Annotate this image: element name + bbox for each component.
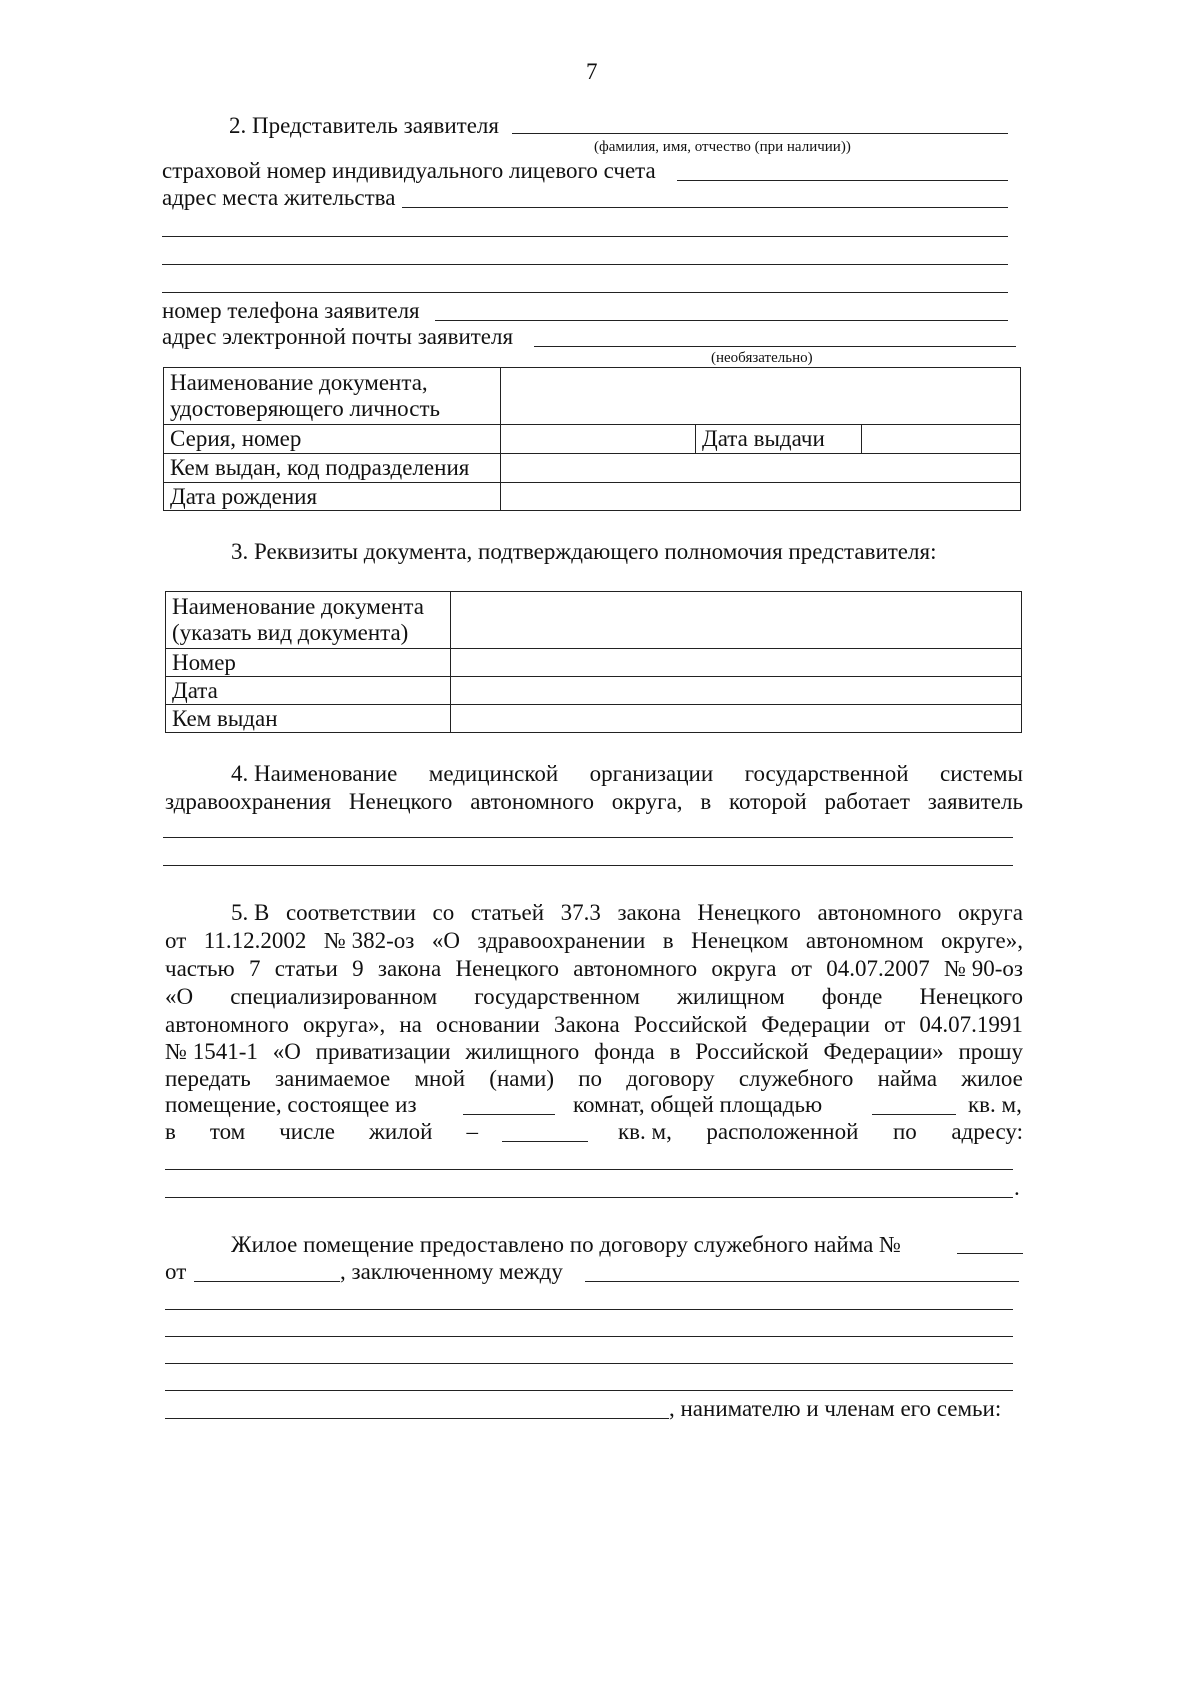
address-line-3[interactable]	[162, 264, 1008, 265]
word: Ненецкого	[919, 984, 1023, 1009]
word: жилое	[961, 1066, 1023, 1091]
word: автономного	[573, 956, 698, 981]
table-row	[164, 483, 1021, 511]
word: Закона	[553, 1012, 620, 1037]
word: передать	[165, 1066, 251, 1091]
word: 04.07.2007	[826, 956, 930, 981]
word: том	[209, 1119, 246, 1144]
section5-line2	[165, 927, 1023, 954]
contract-parties-line-3[interactable]	[165, 1336, 1013, 1337]
word: закона	[617, 900, 681, 925]
word: кв. м,	[618, 1119, 672, 1144]
page-number: 7	[586, 59, 598, 84]
word: Ненецкого	[455, 956, 559, 981]
word: работает	[824, 789, 910, 814]
email-line[interactable]	[534, 346, 1016, 347]
auth-issued-by-label: Кем выдан	[166, 705, 451, 733]
identity-doc-table	[163, 367, 1021, 511]
birth-date-label: Дата рождения	[164, 483, 501, 511]
table-row	[164, 425, 1021, 454]
word: здравоохранения	[165, 789, 332, 814]
address-line-1[interactable]	[402, 207, 1008, 208]
med-org-line-2[interactable]	[163, 865, 1013, 866]
authority-doc-table	[165, 591, 1022, 733]
word: закона	[377, 956, 442, 981]
section5-line1	[231, 899, 1023, 926]
series-number-value[interactable]	[501, 425, 696, 454]
word: автономном	[805, 928, 924, 953]
word: государственной	[744, 761, 909, 786]
rooms-count-line[interactable]	[463, 1114, 555, 1115]
word: от	[165, 928, 187, 953]
table-row	[164, 454, 1021, 483]
word: в	[662, 928, 674, 953]
fio-line[interactable]	[512, 133, 1008, 134]
word: по	[892, 1119, 917, 1144]
auth-number-value[interactable]	[451, 649, 1022, 677]
section5-line4	[165, 983, 1023, 1010]
table-row	[164, 368, 1021, 425]
living-area-line[interactable]	[502, 1141, 588, 1142]
word: занимаемое	[274, 1066, 391, 1091]
contract-from-label: от	[165, 1259, 187, 1284]
id-doc-name-label-line1: Наименование документа,	[170, 370, 428, 395]
total-area-line[interactable]	[872, 1114, 956, 1115]
word: найма	[877, 1066, 938, 1091]
word: прошу	[958, 1039, 1023, 1064]
issue-date-label: Дата выдачи	[696, 425, 862, 454]
word: округа»,	[302, 1012, 386, 1037]
contract-parties-line-4[interactable]	[165, 1363, 1013, 1364]
word: автономного	[470, 789, 595, 814]
word: адресу:	[951, 1119, 1023, 1144]
section5-line5	[165, 1011, 1023, 1038]
word: государственном	[474, 984, 640, 1009]
word: округа,	[611, 789, 683, 814]
word: жилищном	[677, 984, 785, 1009]
section5-line8-part3: кв. м,	[968, 1092, 1022, 1117]
word: расположенной	[706, 1119, 859, 1144]
word: фонде	[821, 984, 883, 1009]
word: по	[578, 1066, 602, 1091]
word: Российской	[695, 1039, 809, 1064]
word: соответствии	[285, 900, 416, 925]
word: Федерации	[761, 1012, 870, 1037]
word: автономного	[817, 900, 942, 925]
med-org-line-1[interactable]	[163, 837, 1013, 838]
word: специализированном	[230, 984, 438, 1009]
phone-line[interactable]	[435, 320, 1008, 321]
word: которой	[728, 789, 807, 814]
contract-number-label: Жилое помещение предоставлено по договору служебного найма №	[231, 1232, 901, 1257]
issue-date-value[interactable]	[862, 425, 1021, 454]
section2-heading: 2. Представитель заявителя	[229, 113, 499, 138]
word: –	[466, 1119, 478, 1144]
word: заявитель	[927, 789, 1023, 814]
address-label: адрес места жительства	[162, 185, 396, 210]
auth-number-label: Номер	[166, 649, 451, 677]
word: числе	[279, 1119, 335, 1144]
property-address-line-1[interactable]	[165, 1169, 1013, 1170]
word: округе»,	[941, 928, 1023, 953]
auth-doc-name-label-line2: (указать вид документа)	[172, 620, 409, 645]
word: на	[399, 1012, 422, 1037]
word: № 1541-1	[165, 1039, 258, 1064]
issued-by-label: Кем выдан, код подразделения	[164, 454, 501, 483]
table-row	[166, 677, 1022, 705]
word: здравоохранении	[477, 928, 646, 953]
id-doc-name-label	[164, 368, 501, 425]
property-address-line-2[interactable]	[165, 1197, 1013, 1198]
word: от	[790, 956, 812, 981]
address-line-2[interactable]	[162, 236, 1008, 237]
word: 4. Наименование	[231, 761, 398, 786]
word: округа	[957, 900, 1023, 925]
section5-line8-part1: помещение, состоящее из	[165, 1092, 417, 1117]
address-end-dot: .	[1014, 1175, 1020, 1200]
table-row	[166, 649, 1022, 677]
auth-issued-by-value[interactable]	[451, 705, 1022, 733]
word: 11.12.2002	[203, 928, 307, 953]
word: частью	[165, 956, 235, 981]
word: округа	[711, 956, 777, 981]
word: статьей	[470, 900, 545, 925]
table-row	[166, 705, 1022, 733]
contract-parties-line-1[interactable]	[585, 1281, 1019, 1282]
word: 9	[352, 956, 364, 981]
section5-line8-part2: комнат, общей площадью	[573, 1092, 823, 1117]
word: 37.3	[560, 900, 601, 925]
fio-hint: (фамилия, имя, отчество (при наличии))	[594, 139, 851, 155]
word: основании	[436, 1012, 540, 1037]
auth-date-value[interactable]	[451, 677, 1022, 705]
word: медицинской	[428, 761, 559, 786]
birth-date-value[interactable]	[501, 483, 1021, 511]
contract-number-line[interactable]	[957, 1253, 1023, 1254]
section5-line7	[165, 1065, 1023, 1092]
id-doc-name-label-line2: удостоверяющего личность	[170, 396, 440, 421]
auth-date-label: Дата	[166, 677, 451, 705]
section5-line9b	[618, 1118, 1023, 1145]
word: системы	[940, 761, 1023, 786]
word: в	[669, 1039, 681, 1064]
word: от	[884, 1012, 906, 1037]
snils-label: страховой номер индивидуального лицевого счета	[162, 158, 656, 183]
word: Российской	[633, 1012, 748, 1037]
word: организации	[589, 761, 714, 786]
section4-line2	[165, 788, 1023, 815]
id-doc-name-value[interactable]	[501, 368, 1021, 425]
word: 7	[249, 956, 261, 981]
section3-heading: 3. Реквизиты документа, подтверждающего полномочия представителя:	[231, 539, 937, 564]
word: статьи	[274, 956, 338, 981]
tenant-family-label: , нанимателю и членам его семьи:	[669, 1396, 1002, 1421]
section5-line9a	[165, 1118, 478, 1145]
word: автономного	[165, 1012, 289, 1037]
word: Федерации»	[823, 1039, 944, 1064]
contract-between-label: , заключенному между	[340, 1259, 563, 1284]
series-number-label: Серия, номер	[164, 425, 501, 454]
word: со	[432, 900, 455, 925]
auth-doc-name-label	[166, 592, 451, 649]
table-row	[166, 592, 1022, 649]
word: в	[700, 789, 712, 814]
snils-line[interactable]	[677, 180, 1008, 181]
auth-doc-name-value[interactable]	[451, 592, 1022, 649]
section5-line6	[165, 1038, 1023, 1065]
contract-date-line[interactable]	[194, 1281, 340, 1282]
word: № 90-оз	[944, 956, 1023, 981]
word: мной	[414, 1066, 466, 1091]
word: договору	[626, 1066, 715, 1091]
address-line-4[interactable]	[162, 292, 1008, 293]
auth-doc-name-label-line1: Наименование документа	[172, 594, 424, 619]
word: в	[165, 1119, 176, 1144]
section4-line1	[231, 760, 1023, 787]
contract-parties-line-2[interactable]	[165, 1309, 1013, 1310]
word: служебного	[738, 1066, 854, 1091]
contract-parties-line-6[interactable]	[165, 1418, 669, 1419]
word: Ненецкого	[348, 789, 453, 814]
email-hint: (необязательно)	[711, 350, 813, 366]
word: 04.07.1991	[919, 1012, 1023, 1037]
email-label: адрес электронной почты заявителя	[162, 324, 514, 349]
word: Ненецкого	[697, 900, 801, 925]
issued-by-value[interactable]	[501, 454, 1021, 483]
word: «О	[165, 984, 194, 1009]
word: «О	[272, 1039, 301, 1064]
word: «О	[431, 928, 460, 953]
word: жилищного	[465, 1039, 580, 1064]
contract-parties-line-5[interactable]	[165, 1390, 1013, 1391]
word: фонда	[594, 1039, 655, 1064]
word: (нами)	[489, 1066, 554, 1091]
word: № 382-оз	[323, 928, 415, 953]
word: Ненецком	[691, 928, 789, 953]
word: приватизации	[315, 1039, 451, 1064]
word: 5. В	[231, 900, 270, 925]
section5-line3	[165, 955, 1023, 982]
phone-label: номер телефона заявителя	[162, 298, 420, 323]
word: жилой	[368, 1119, 433, 1144]
